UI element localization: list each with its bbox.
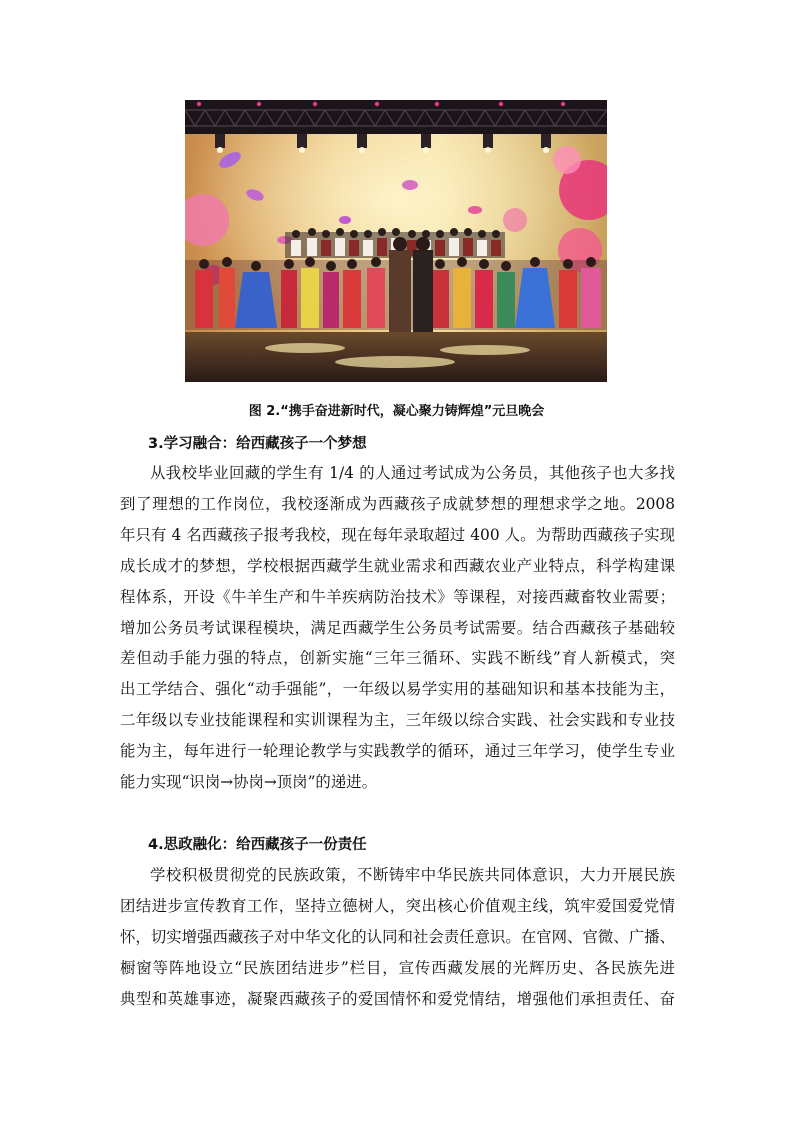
figure-caption: 图 2.“携手奋进新时代，凝心聚力铸辉煌”元旦晚会: [248, 404, 545, 419]
text-line: 能为主，每年进行一轮理论教学与实践教学的循环，通过三年学习，使学生专业: [120, 742, 675, 761]
text-line: 程体系，开设《牛羊生产和牛羊疾病防治技术》等课程，对接西藏畜牧业需要；: [120, 587, 675, 606]
paragraph-learning: [120, 458, 675, 798]
text-line: 能力实现“识岗→协岗→顶岗”的递进。: [120, 773, 377, 792]
text-line: 从我校毕业回藏的学生有 1/4 的人通过考试成为公务员，其他孩子也大多找: [150, 464, 675, 482]
new-year-gala-photo: [185, 100, 607, 382]
section-heading-ideology: 4.思政融化：给西藏孩子一份责任: [148, 837, 367, 853]
text-line: 团结进步宣传教育工作，坚持立德树人，突出核心价值观主线，筑牢爱国爱党情: [120, 896, 675, 915]
text-line: 橱窗等阵地设立“民族团结进步”栏目，宣传西藏发展的光辉历史、各民族先进: [120, 958, 675, 977]
paragraph-ideology: [120, 860, 675, 1015]
text-line: 增加公务员考试课程模块，满足西藏学生公务员考试需要。结合西藏孩子基础较: [120, 618, 675, 637]
text-line: 差但动手能力强的特点，创新实施“三年三循环、实践不断线”育人新模式，突: [120, 649, 675, 668]
text-line: 怀，切实增强西藏孩子对中华文化的认同和社会责任意识。在官网、官微、广播、: [120, 927, 675, 946]
text-line: 到了理想的工作岗位，我校逐渐成为西藏孩子成就梦想的理想求学之地。2008: [120, 494, 675, 513]
text-line: 学校积极贯彻党的民族政策，不断铸牢中华民族共同体意识，大力开展民族: [150, 866, 675, 884]
stage-performance-image: [185, 100, 607, 382]
text-line: 成长成才的梦想，学校根据西藏学生就业需求和西藏农业产业特点，科学构建课: [120, 556, 675, 575]
section-heading-learning: 3.学习融合：给西藏孩子一个梦想: [148, 436, 367, 452]
text-line: 二年级以专业技能课程和实训课程为主，三年级以综合实践、社会实践和专业技: [120, 711, 675, 730]
text-line: 年只有 4 名西藏孩子报考我校，现在每年录取超过 400 人。为帮助西藏孩子实现: [120, 525, 675, 544]
text-line: 典型和英雄事迹，凝聚西藏孩子的爱国情怀和爱党情结，增强他们承担责任、奋: [120, 989, 675, 1008]
text-line: 出工学结合、强化“动手强能”，一年级以易学实用的基础知识和基本技能为主，: [120, 680, 675, 699]
